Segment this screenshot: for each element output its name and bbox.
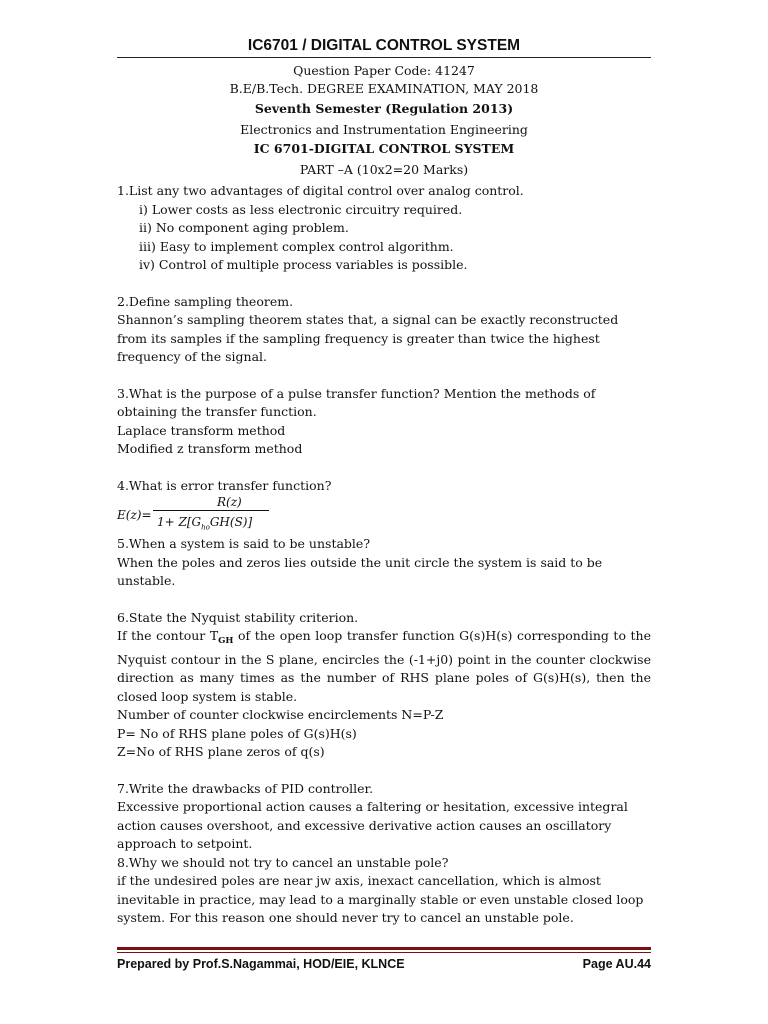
subject-line: IC 6701-DIGITAL CONTROL SYSTEM <box>253 141 515 156</box>
page-header-title: IC6701 / DIGITAL CONTROL SYSTEM <box>247 37 521 54</box>
q5-question: 5.When a system is said to be unstable? <box>117 536 371 551</box>
footer-divider-thin <box>117 952 651 953</box>
semester-line: Seventh Semester (Regulation 2013) <box>254 101 514 116</box>
formula-numerator: R(z) <box>217 495 242 509</box>
footer-author: Prepared by Prof.S.Nagammai, HOD/EIE, KLNCE <box>117 957 405 971</box>
footer-divider-thick <box>117 947 651 950</box>
formula-fraction-bar <box>153 510 269 511</box>
q2-question: 2.Define sampling theorem. <box>117 293 294 309</box>
q2-answer: Shannon’s sampling theorem states that, a signal can be exactly reconstructed from its samples if the sampling frequency is greater than twice the highest frequency of the signal. <box>117 312 619 364</box>
q1-item: i) Lower costs as less electronic circuitry required. <box>139 201 463 217</box>
q6-line: Z=No of RHS plane zeros of q(s) <box>117 744 325 759</box>
q6-line: Number of counter clockwise encirclements N=P-Z <box>117 707 444 722</box>
q7-question: 7.Write the drawbacks of PID controller. <box>117 780 374 796</box>
header-divider <box>117 57 651 58</box>
q4-question: 4.What is error transfer function? <box>117 477 332 493</box>
footer-page-number: Page AU.44 <box>582 957 651 971</box>
q5-answer: When the poles and zeros lies outside the unit circle the system is said to be unstable. <box>117 554 603 588</box>
q8-question: 8.Why we should not try to cancel an unstable pole? <box>117 854 449 870</box>
question-paper-code: Question Paper Code: 41247 <box>293 63 475 78</box>
q1-item: ii) No component aging problem. <box>139 220 349 235</box>
answers-body <box>117 182 651 928</box>
q3-answer: Modified z transform method <box>117 441 303 456</box>
degree-line: B.E/B.Tech. DEGREE EXAMINATION, MAY 2018 <box>229 81 539 96</box>
part-a-heading: PART –A (10x2=20 Marks) <box>299 162 469 177</box>
q1-item: iv) Control of multiple process variables is possible. <box>139 257 468 272</box>
department-line: Electronics and Instrumentation Engineering <box>240 122 528 137</box>
q6-question: 6.State the Nyquist stability criterion. <box>117 609 359 625</box>
error-transfer-formula <box>117 495 651 535</box>
q6-answer: If the contour $T_{GH}$ of the open loop transfer function G(s)H(s) corresponding to the Nyquist contour in the S plane, encircles the (-1+j0) point in the counter clockwise direction as many times as the number of RHS plane poles of G(s)H(s), then the closed loop system is stable. <box>117 628 651 704</box>
q8-answer: if the undesired poles are near jw axis, inexact cancellation, which is almost inevitable in practice, may lead to a marginally stable or even unstable closed loop system. For this reason one should never try to cancel an unstable pole. <box>117 873 644 925</box>
q1-item: iii) Easy to implement complex control algorithm. <box>139 238 454 254</box>
formula-lhs: E(z)= <box>117 508 152 522</box>
q1-question: 1.List any two advantages of digital control over analog control. <box>117 183 524 198</box>
q7-answer: Excessive proportional action causes a faltering or hesitation, excessive integral action causes overshoot, and excessive derivative action causes an oscillatory approach to setpoint. <box>117 799 628 851</box>
q3-answer: Laplace transform method <box>117 422 286 438</box>
q6-line: P= No of RHS plane poles of G(s)H(s) <box>117 725 357 741</box>
q3-question: 3.What is the purpose of a pulse transfer function? Mention the methods of obtaining the transfer function. <box>117 385 596 419</box>
formula-denominator: $1+ Z[G_{ho}GH(S)]$ <box>157 515 253 532</box>
